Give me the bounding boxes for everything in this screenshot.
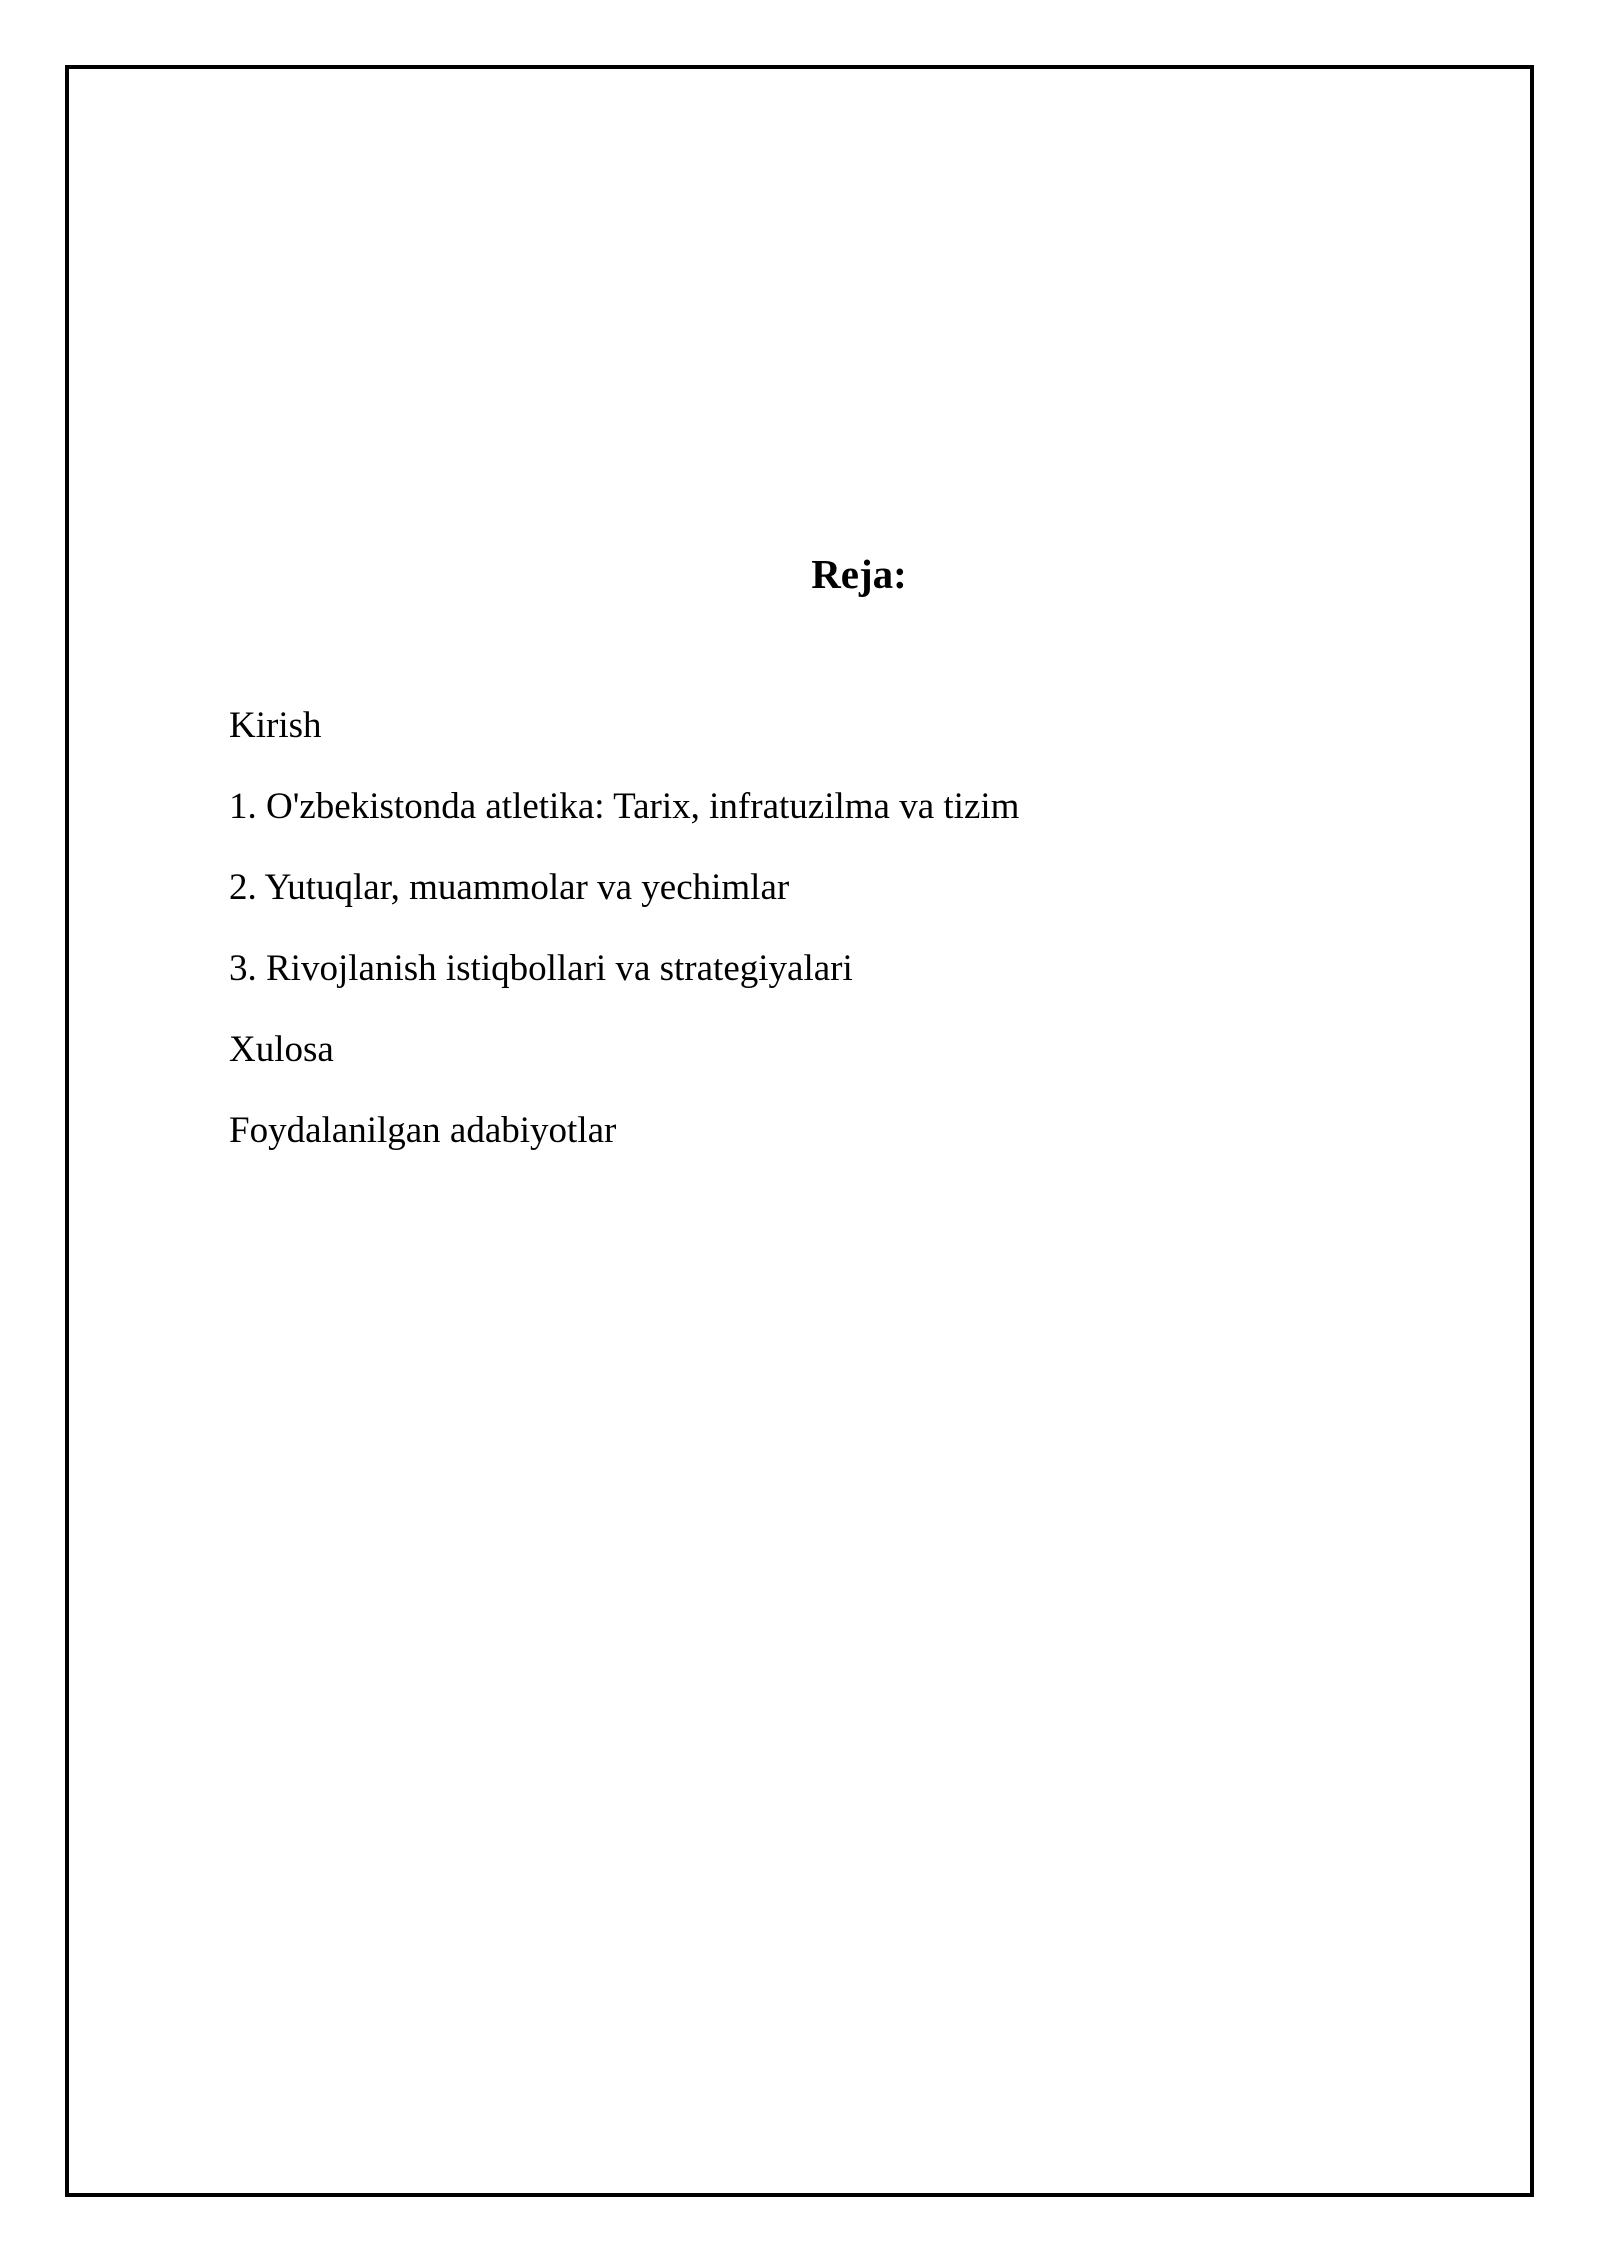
toc-item-chapter-1: 1. O'zbekistonda atletika: Tarix, infratuzilma va tizim <box>229 786 1020 827</box>
toc-item-conclusion: Xulosa <box>229 1029 334 1070</box>
toc-item-references: Foydalanilgan adabiyotlar <box>229 1110 617 1151</box>
toc-item-chapter-3: 3. Rivojlanish istiqbollari va strategiyalari <box>229 948 853 989</box>
table-of-contents <box>229 700 1019 1186</box>
toc-item-chapter-2: 2. Yutuqlar, muammolar va yechimlar <box>229 867 790 908</box>
toc-item-introduction: Kirish <box>229 705 322 746</box>
page-title: Reja: <box>811 551 907 597</box>
